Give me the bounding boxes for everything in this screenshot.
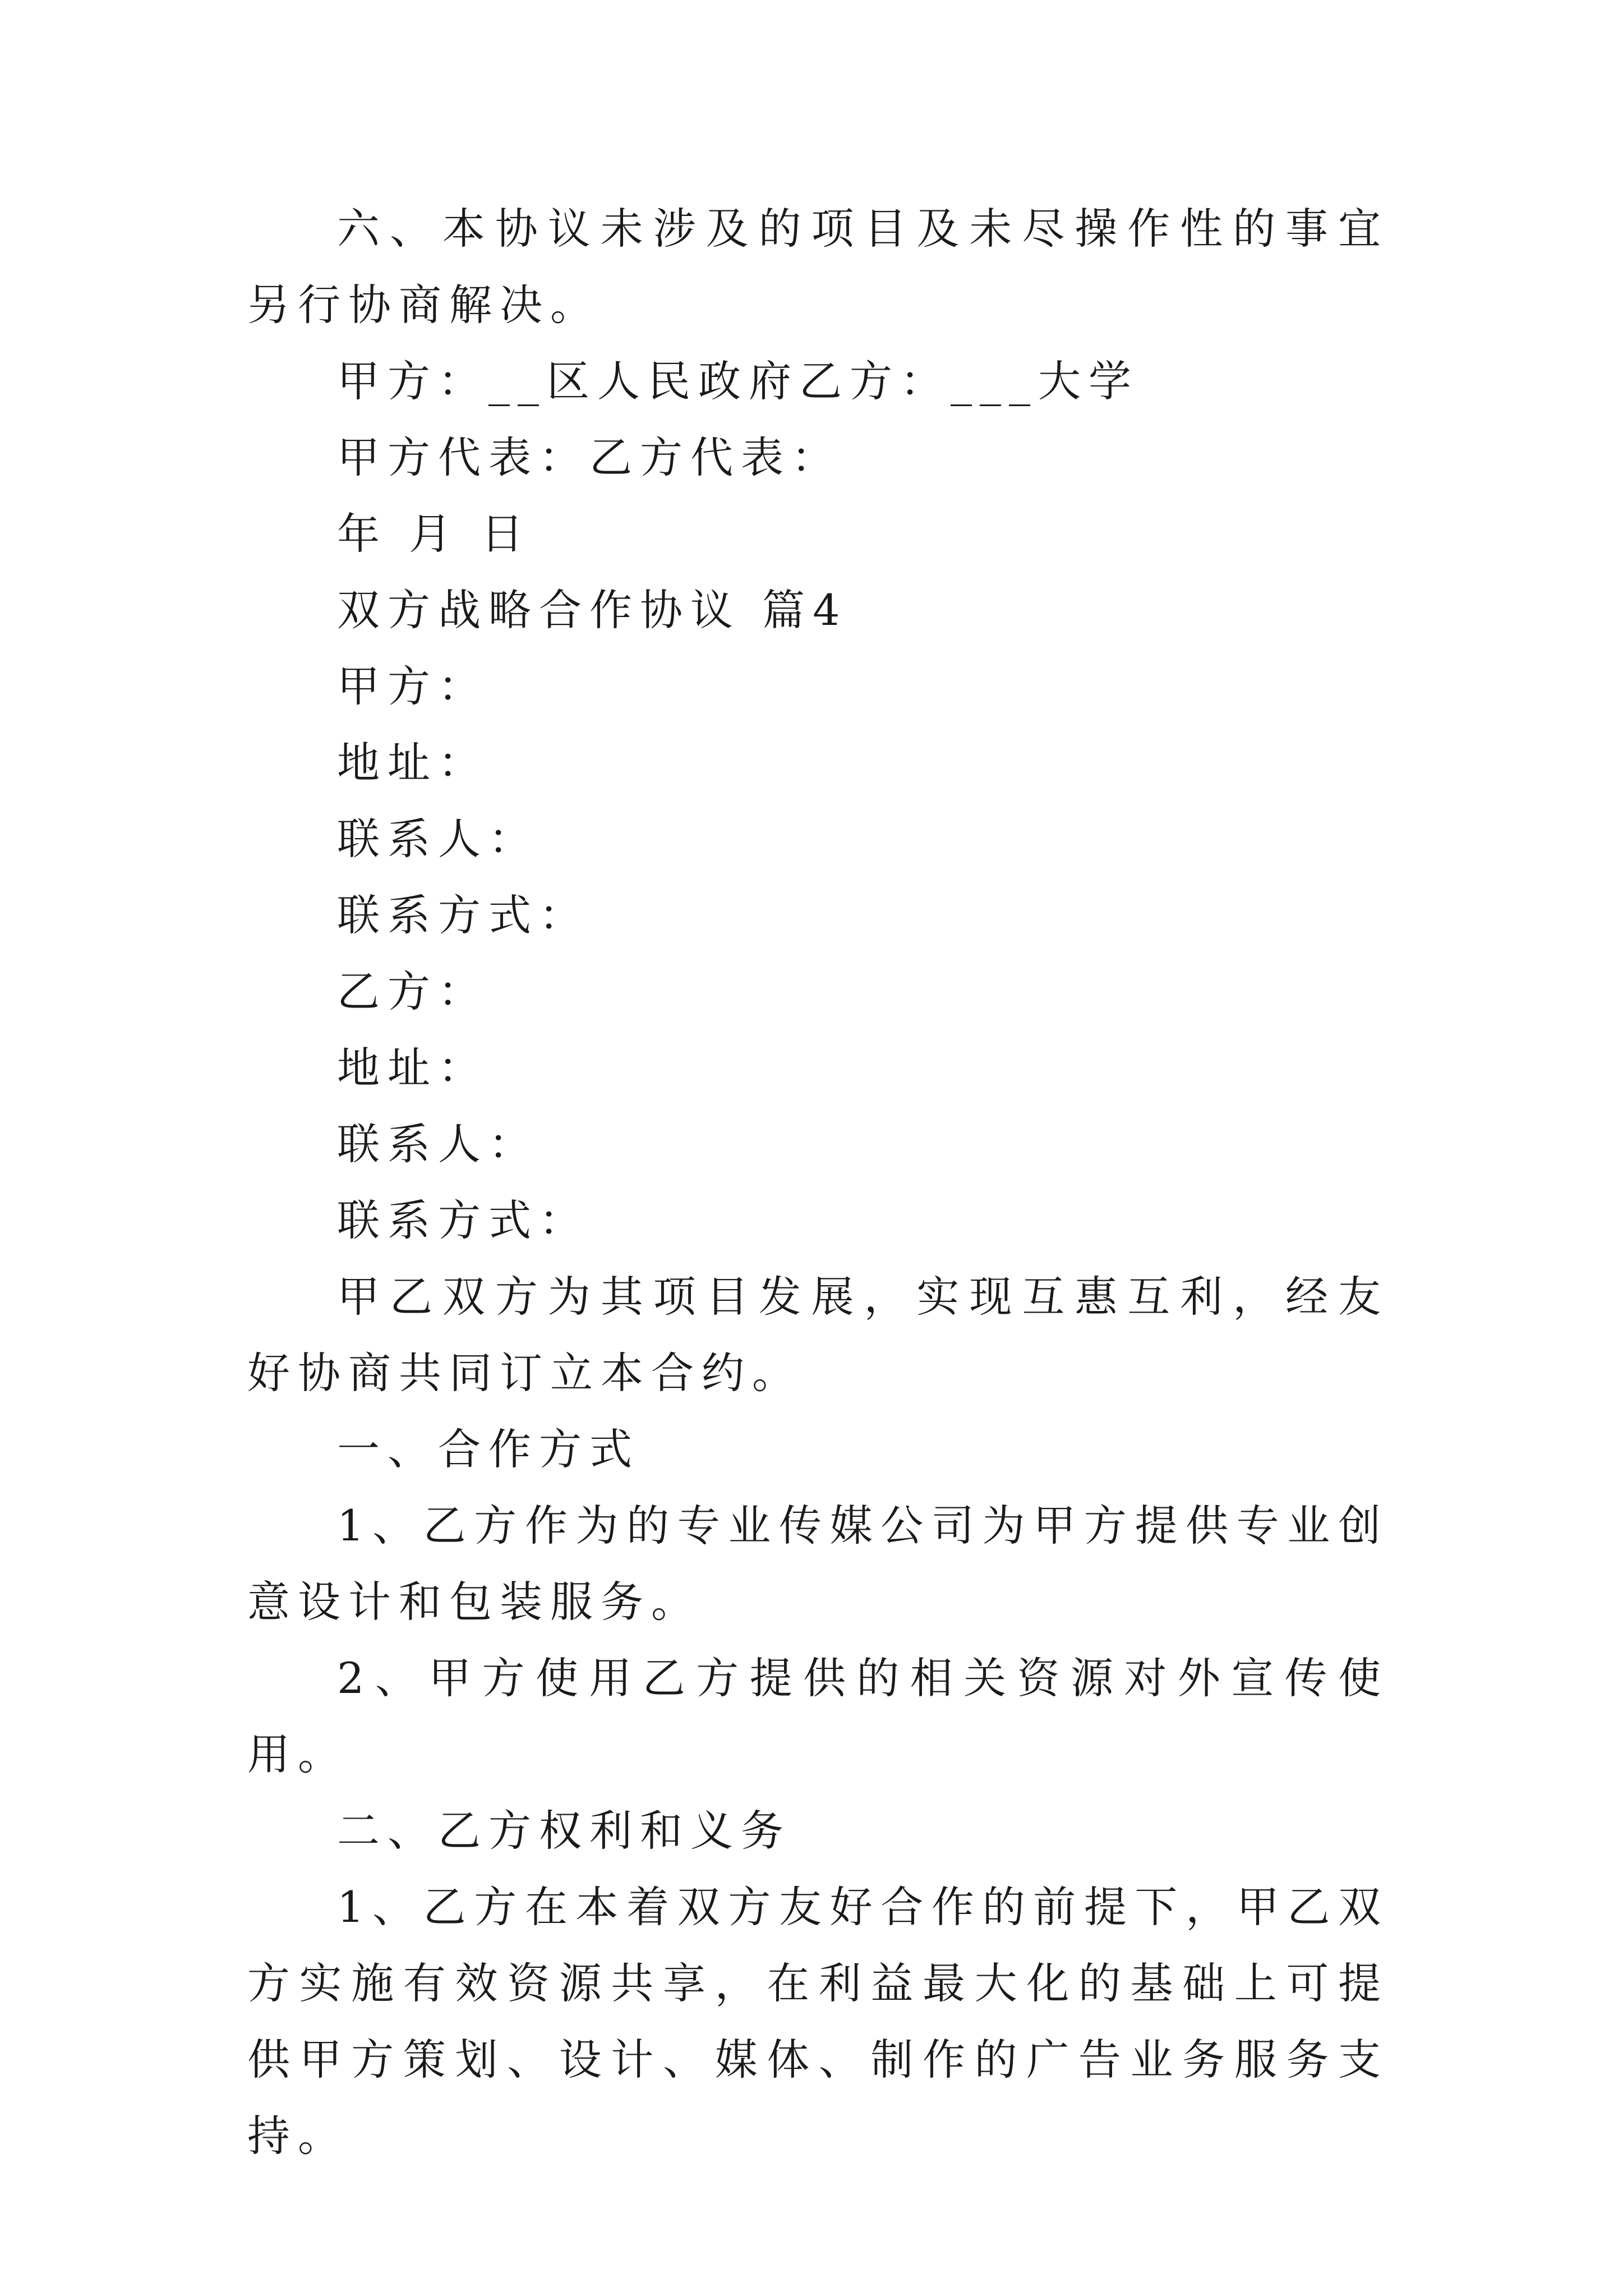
clause-six-paragraph: 六、本协议未涉及的项目及未尽操作性的事宜另行协商解决。 [247, 204, 1389, 330]
party-b-contact-info-label: 联系方式： [337, 1195, 589, 1245]
party-a-contact-info-label: 联系方式： [337, 890, 589, 940]
party-b-address-label: 地址： [337, 1043, 488, 1093]
party-a-contact-person-label: 联系人： [337, 814, 539, 864]
party-a-label: 甲方： [337, 661, 488, 711]
party-b-label: 乙方： [337, 967, 488, 1016]
date-line: 年 月 日 [337, 509, 532, 559]
party-b-rights-heading: 二、乙方权利和义务 [337, 1806, 791, 1856]
party-representatives-line: 甲方代表：乙方代表： [337, 432, 842, 482]
cooperation-method-heading: 一、合作方式 [337, 1424, 640, 1474]
party-a-address-label: 地址： [337, 738, 488, 788]
cooperation-item-1: 1、乙方作为的专业传媒公司为甲方提供专业创意设计和包装服务。 [247, 1501, 1389, 1627]
preamble-paragraph: 甲乙双方为其项目发展，实现互惠互利，经友好协商共同订立本合约。 [247, 1272, 1389, 1398]
cooperation-item-2: 2、甲方使用乙方提供的相关资源对外宣传使用。 [247, 1653, 1389, 1779]
section-heading: 双方战略合作协议 篇4 [337, 585, 848, 635]
party-b-rights-item-1: 1、乙方在本着双方友好合作的前提下，甲乙双方实施有效资源共享，在利益最大化的基础上可提供甲方策划、设计、媒体、制作的广告业务服务支持。 [247, 1882, 1389, 2161]
document-body [247, 191, 1389, 2174]
party-names-line: 甲方：__区人民政府乙方：___大学 [337, 356, 1139, 406]
party-b-contact-person-label: 联系人： [337, 1119, 539, 1169]
